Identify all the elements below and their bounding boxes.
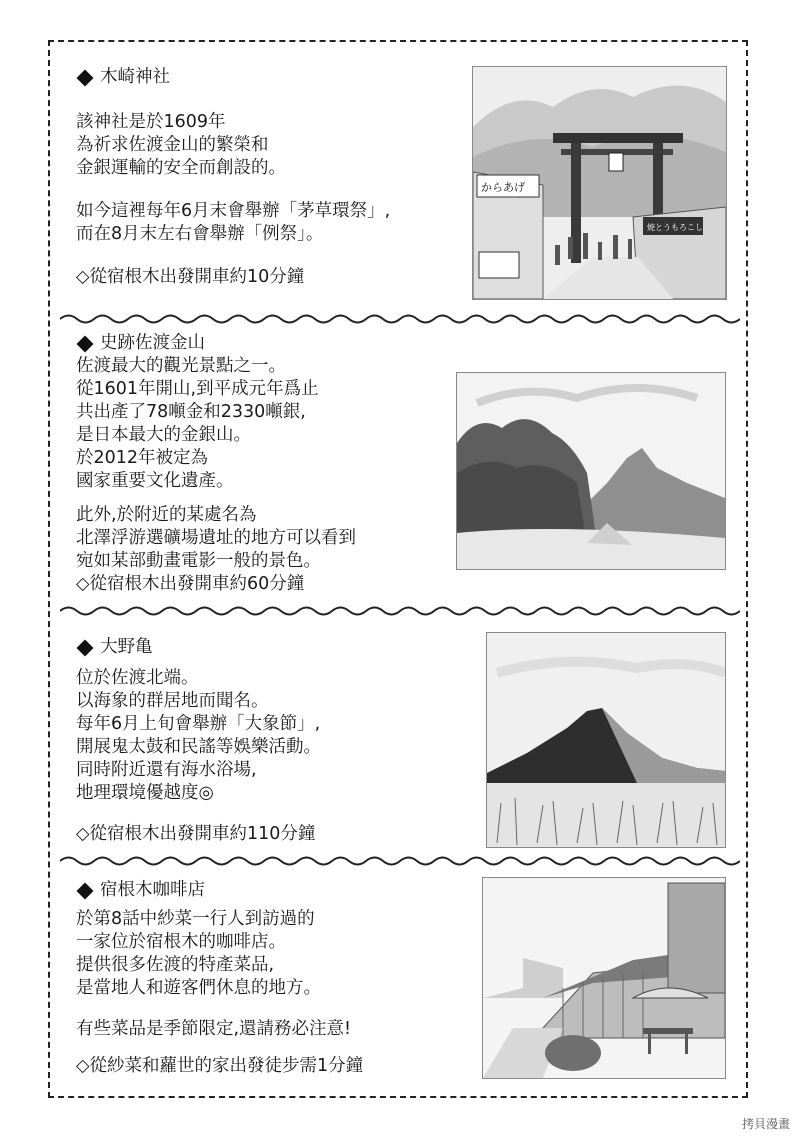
body-line: 金銀運輸的安全而創設的。: [76, 158, 286, 178]
access-info: ◇從宿根木出發開車約10分鐘: [76, 267, 305, 287]
shrine-illustration: [472, 66, 727, 300]
onogame-illustration: [486, 632, 726, 848]
body-line: 是當地人和遊客們休息的地方。: [76, 978, 321, 998]
diamond-bullet-icon: [77, 882, 94, 899]
body-line: 開展鬼太鼓和民謠等娛樂活動。: [76, 737, 321, 757]
body-line: 國家重要文化遺產。: [76, 471, 234, 491]
cafe-illustration: [482, 877, 726, 1079]
body-line: 於2012年被定為: [76, 448, 209, 468]
body-line: 宛如某部動畫電影一般的景色。: [76, 551, 321, 571]
body-line: 提供很多佐渡的特產菜品,: [76, 955, 275, 975]
body-line: 於第8話中紗菜一行人到訪過的: [76, 909, 315, 929]
body-line: 是日本最大的金銀山。: [76, 425, 251, 445]
access-info: ◇從紗菜和蘿世的家出發徒步需1分鐘: [76, 1056, 364, 1076]
body-line: 共出產了78噸金和2330噸銀,: [76, 402, 306, 422]
body-line: 而在8月末左右會舉辦「例祭」。: [76, 224, 324, 244]
body-line: 從1601年開山,到平成元年爲止: [76, 379, 319, 399]
section-title: 木崎神社: [76, 66, 390, 89]
section-title: 宿根木咖啡店: [76, 879, 363, 902]
watermark: 拷貝漫畫: [741, 1117, 790, 1131]
body-line: 一家位於宿根木的咖啡店。: [76, 932, 286, 952]
access-info: ◇從宿根木出發開車約110分鐘: [76, 824, 316, 844]
diamond-bullet-icon: [77, 69, 94, 86]
gold-mine-illustration: [456, 372, 726, 570]
sign-karaage: からあげ: [481, 181, 525, 194]
body-line: 如今這裡每年6月末會舉辦「茅草環祭」,: [76, 201, 391, 221]
body-line: 地理環境優越度◎: [76, 783, 214, 803]
body-line: 位於佐渡北端。: [76, 668, 199, 688]
diamond-bullet-icon: [77, 335, 94, 352]
wavy-divider: [60, 604, 740, 618]
body-line: 北澤浮游選礦場遺址的地方可以看到: [76, 528, 356, 548]
body-line: 同時附近還有海水浴場,: [76, 760, 257, 780]
wavy-divider: [60, 854, 740, 868]
sign-corn: 焼とうもろこし: [647, 223, 703, 232]
body-line: 佐渡最大的觀光景點之一。: [76, 356, 286, 376]
access-info: ◇從宿根木出發開車約60分鐘: [76, 574, 305, 594]
body-line: 該神社是於1609年: [76, 112, 226, 132]
body-line: 有些菜品是季節限定,還請務必注意!: [76, 1019, 352, 1039]
section-title: 史跡佐渡金山: [76, 332, 356, 355]
body-line: 每年6月上旬會舉辦「大象節」,: [76, 714, 321, 734]
diamond-bullet-icon: [77, 639, 94, 656]
body-line: 為祈求佐渡金山的繁榮和: [76, 135, 269, 155]
section-title: 大野亀: [76, 636, 321, 659]
page-frame: [48, 40, 748, 1098]
body-line: 以海象的群居地而聞名。: [76, 691, 269, 711]
body-line: 此外,於附近的某處名為: [76, 505, 257, 525]
wavy-divider: [60, 312, 740, 326]
